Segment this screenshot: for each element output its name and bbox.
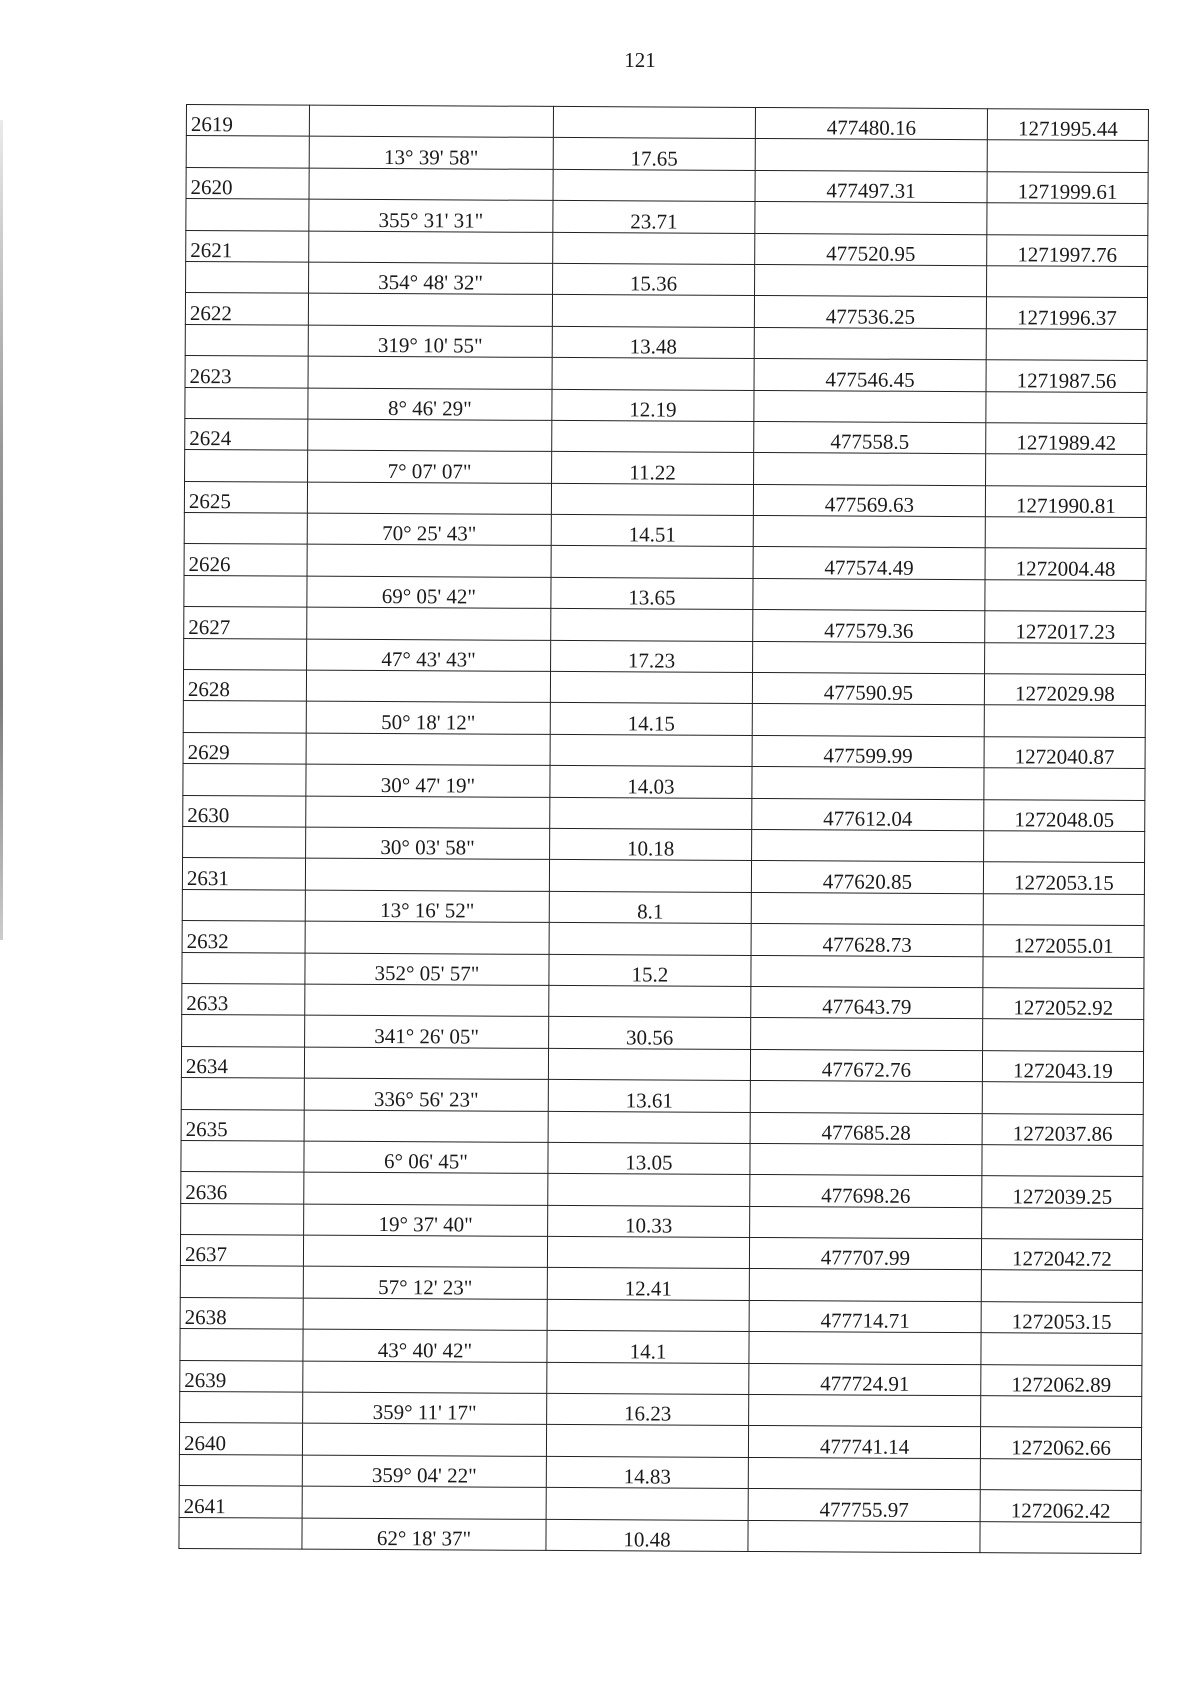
bearing-cell: 352° 05' 57" (305, 953, 549, 986)
bearing-cell (303, 1361, 547, 1394)
northing-cell: 477569.63 (753, 484, 985, 517)
bearing-cell (306, 733, 550, 766)
course-row (184, 638, 1146, 674)
station-cell (180, 1266, 303, 1298)
northing-cell (753, 516, 985, 549)
station-cell (181, 1140, 304, 1172)
northing-cell (754, 327, 986, 360)
station-cell (182, 952, 305, 984)
northing-cell (750, 1081, 982, 1114)
easting-cell (983, 893, 1144, 925)
distance-cell (553, 106, 755, 138)
station-cell (186, 199, 309, 231)
northing-cell (754, 390, 986, 423)
easting-cell (981, 1396, 1142, 1428)
northing-cell: 477628.73 (751, 924, 983, 957)
station-cell: 2625 (184, 481, 307, 513)
easting-cell: 1271997.76 (987, 234, 1148, 266)
distance-cell (553, 232, 755, 264)
station-cell (185, 387, 308, 419)
station-cell (179, 1454, 302, 1486)
northing-cell: 477590.95 (752, 673, 984, 706)
bearing-cell: 359° 04' 22" (302, 1455, 546, 1488)
northing-cell: 477672.76 (750, 1049, 982, 1082)
easting-cell: 1272043.19 (982, 1050, 1143, 1082)
bearing-cell: 7° 07' 07" (308, 450, 552, 483)
course-row (180, 1329, 1142, 1365)
easting-cell (984, 705, 1145, 737)
easting-cell: 1272048.05 (984, 799, 1145, 831)
easting-cell (983, 956, 1144, 988)
distance-cell (546, 1488, 748, 1520)
station-cell (184, 575, 307, 607)
easting-cell (981, 1270, 1142, 1302)
point-row (182, 983, 1144, 1019)
bearing-cell (308, 419, 552, 452)
station-cell: 2630 (183, 795, 306, 827)
course-row (181, 1203, 1143, 1239)
northing-cell (752, 767, 984, 800)
course-row (186, 199, 1148, 235)
station-cell (184, 638, 307, 670)
point-row (179, 1423, 1141, 1459)
course-row (181, 1140, 1143, 1176)
northing-cell: 477497.31 (755, 170, 987, 203)
point-row (182, 921, 1144, 957)
northing-cell: 477698.26 (750, 1175, 982, 1208)
northing-cell: 477724.91 (749, 1363, 981, 1396)
easting-cell: 1271987.56 (986, 360, 1147, 392)
station-cell (184, 513, 307, 545)
bearing-cell (303, 1298, 547, 1331)
bearing-cell (308, 356, 552, 389)
northing-cell (750, 1206, 982, 1239)
easting-cell (980, 1458, 1141, 1490)
distance-cell: 10.48 (546, 1519, 748, 1551)
bearing-cell (307, 607, 551, 640)
station-cell (181, 1203, 304, 1235)
distance-cell (552, 420, 754, 452)
northing-cell (752, 829, 984, 862)
easting-cell: 1272004.48 (985, 548, 1146, 580)
bearing-cell (305, 859, 549, 892)
easting-cell (986, 328, 1147, 360)
northing-cell: 477685.28 (750, 1112, 982, 1145)
bearing-cell: 50° 18' 12" (306, 702, 550, 735)
station-cell: 2628 (183, 670, 306, 702)
station-cell: 2631 (182, 858, 305, 890)
station-cell: 2621 (186, 230, 309, 262)
easting-cell (982, 1082, 1143, 1114)
point-row (181, 1046, 1143, 1082)
point-row (183, 670, 1145, 706)
distance-cell (547, 1236, 749, 1268)
station-cell: 2640 (179, 1423, 302, 1455)
page-number: 121 (624, 48, 656, 72)
bearing-cell: 359° 11' 17" (303, 1392, 547, 1425)
point-row (186, 167, 1148, 203)
bearing-cell: 19° 37' 40" (304, 1204, 548, 1237)
station-cell: 2638 (180, 1297, 303, 1329)
point-row (183, 732, 1145, 768)
bearing-cell (303, 1235, 547, 1268)
distance-cell: 17.23 (551, 640, 753, 672)
point-row (181, 1109, 1143, 1145)
course-row (185, 324, 1147, 360)
northing-cell (755, 264, 987, 297)
easting-cell (984, 768, 1145, 800)
northing-cell (751, 892, 983, 925)
bearing-cell (304, 1110, 548, 1143)
bearing-cell: 30° 47' 19" (306, 764, 550, 797)
northing-cell: 477480.16 (755, 107, 987, 140)
northing-cell (753, 578, 985, 611)
distance-cell: 11.22 (552, 452, 754, 484)
northing-cell: 477536.25 (754, 296, 986, 329)
easting-cell (980, 1521, 1141, 1553)
northing-cell: 477714.71 (749, 1300, 981, 1333)
distance-cell: 15.2 (549, 954, 751, 986)
easting-cell (987, 140, 1148, 172)
station-cell (186, 136, 309, 168)
station-cell (185, 324, 308, 356)
distance-cell (548, 1111, 750, 1143)
point-row (179, 1486, 1141, 1522)
course-row (184, 513, 1146, 549)
survey-table-container (178, 104, 1148, 1554)
northing-cell (755, 202, 987, 235)
point-row (180, 1360, 1142, 1396)
station-cell: 2626 (184, 544, 307, 576)
easting-cell: 1272017.23 (985, 611, 1146, 643)
station-cell: 2623 (185, 356, 308, 388)
easting-cell: 1271999.61 (987, 171, 1148, 203)
distance-cell: 23.71 (553, 201, 755, 233)
easting-cell (987, 266, 1148, 298)
distance-cell (550, 797, 752, 829)
northing-cell: 477620.85 (751, 861, 983, 894)
station-cell: 2629 (183, 732, 306, 764)
course-row (180, 1266, 1142, 1302)
northing-cell (749, 1394, 981, 1427)
survey-coordinates-table (178, 104, 1149, 1554)
distance-cell: 17.65 (553, 138, 755, 170)
easting-cell: 1272062.89 (981, 1364, 1142, 1396)
distance-cell (552, 358, 754, 390)
distance-cell: 10.18 (550, 828, 752, 860)
bearing-cell: 62° 18' 37" (302, 1518, 546, 1551)
point-row (184, 607, 1146, 643)
station-cell (183, 701, 306, 733)
easting-cell (984, 831, 1145, 863)
station-cell: 2633 (182, 983, 305, 1015)
course-row (185, 387, 1147, 423)
distance-cell: 14.1 (547, 1331, 749, 1363)
distance-cell: 14.15 (550, 703, 752, 735)
easting-cell: 1272062.66 (980, 1427, 1141, 1459)
course-row (182, 1015, 1144, 1051)
course-row (183, 764, 1145, 800)
station-cell: 2622 (185, 293, 308, 325)
easting-cell: 1272052.92 (983, 988, 1144, 1020)
point-row (185, 356, 1147, 392)
northing-cell: 477558.5 (754, 421, 986, 454)
easting-cell (987, 203, 1148, 235)
bearing-cell: 336° 56' 23" (304, 1078, 548, 1111)
easting-cell: 1271989.42 (986, 423, 1147, 455)
northing-cell (750, 1143, 982, 1176)
bearing-cell (302, 1424, 546, 1457)
bearing-cell (305, 984, 549, 1017)
easting-cell: 1272062.42 (980, 1490, 1141, 1522)
station-cell (183, 764, 306, 796)
northing-cell (749, 1269, 981, 1302)
distance-cell: 15.36 (553, 263, 755, 295)
station-cell: 2635 (181, 1109, 304, 1141)
northing-cell (748, 1457, 980, 1490)
station-cell: 2619 (186, 105, 309, 137)
easting-cell (981, 1333, 1142, 1365)
bearing-cell: 69° 05' 42" (307, 576, 551, 609)
easting-cell: 1271996.37 (986, 297, 1147, 329)
easting-cell: 1272042.72 (981, 1239, 1142, 1271)
bearing-cell: 57° 12' 23" (303, 1267, 547, 1300)
northing-cell: 477520.95 (755, 233, 987, 266)
distance-cell: 14.03 (550, 766, 752, 798)
station-cell: 2634 (181, 1046, 304, 1078)
distance-cell (550, 671, 752, 703)
bearing-cell: 13° 39' 58" (309, 137, 553, 170)
station-cell (185, 450, 308, 482)
easting-cell: 1272040.87 (984, 737, 1145, 769)
distance-cell (549, 923, 751, 955)
bearing-cell (306, 796, 550, 829)
easting-cell (986, 454, 1147, 486)
station-cell: 2636 (181, 1172, 304, 1204)
point-row (182, 858, 1144, 894)
distance-cell (549, 860, 751, 892)
distance-cell: 30.56 (549, 1017, 751, 1049)
station-cell (182, 1015, 305, 1047)
station-cell (182, 889, 305, 921)
bearing-cell (308, 293, 552, 326)
easting-cell (985, 642, 1146, 674)
distance-cell: 16.23 (547, 1393, 749, 1425)
northing-cell: 477599.99 (752, 735, 984, 768)
bearing-cell (309, 105, 553, 138)
northing-cell (755, 139, 987, 172)
northing-cell: 477643.79 (751, 986, 983, 1019)
easting-cell: 1272055.01 (983, 925, 1144, 957)
distance-cell (548, 1174, 750, 1206)
bearing-cell: 355° 31' 31" (309, 199, 553, 232)
bearing-cell: 70° 25' 43" (307, 513, 551, 546)
northing-cell (754, 453, 986, 486)
easting-cell: 1272037.86 (982, 1113, 1143, 1145)
distance-cell (551, 483, 753, 515)
northing-cell (749, 1332, 981, 1365)
distance-cell (551, 609, 753, 641)
distance-cell: 13.05 (548, 1142, 750, 1174)
station-cell (179, 1517, 302, 1549)
distance-cell: 13.61 (548, 1080, 750, 1112)
bearing-cell: 319° 10' 55" (308, 325, 552, 358)
easting-cell: 1272053.15 (981, 1302, 1142, 1334)
distance-cell: 14.51 (551, 514, 753, 546)
point-row (186, 105, 1148, 141)
course-row (185, 450, 1147, 486)
point-row (184, 481, 1146, 517)
bearing-cell (306, 670, 550, 703)
station-cell: 2627 (184, 607, 307, 639)
distance-cell: 12.41 (547, 1268, 749, 1300)
scan-edge-shadow (0, 120, 3, 940)
bearing-cell (302, 1486, 546, 1519)
northing-cell (751, 1018, 983, 1051)
station-cell (186, 261, 309, 293)
northing-cell (752, 704, 984, 737)
course-row (180, 1392, 1142, 1428)
bearing-cell: 8° 46' 29" (308, 388, 552, 421)
distance-cell: 10.33 (548, 1205, 750, 1237)
point-row (185, 418, 1147, 454)
distance-cell (551, 546, 753, 578)
bearing-cell (307, 545, 551, 578)
station-cell (180, 1392, 303, 1424)
northing-cell: 477755.97 (748, 1489, 980, 1522)
northing-cell: 477574.49 (753, 547, 985, 580)
easting-cell: 1272039.25 (982, 1176, 1143, 1208)
station-cell (183, 826, 306, 858)
station-cell: 2639 (180, 1360, 303, 1392)
point-row (181, 1172, 1143, 1208)
station-cell (180, 1329, 303, 1361)
bearing-cell: 13° 16' 52" (305, 890, 549, 923)
easting-cell (982, 1207, 1143, 1239)
course-row (181, 1078, 1143, 1114)
survey-table-body (179, 105, 1149, 1554)
distance-cell (547, 1299, 749, 1331)
distance-cell: 8.1 (549, 891, 751, 923)
bearing-cell: 6° 06' 45" (304, 1141, 548, 1174)
bearing-cell: 43° 40' 42" (303, 1329, 547, 1362)
easting-cell: 1272029.98 (984, 674, 1145, 706)
northing-cell: 477707.99 (749, 1238, 981, 1271)
bearing-cell (304, 1047, 548, 1080)
course-row (179, 1517, 1141, 1553)
bearing-cell: 47° 43' 43" (307, 639, 551, 672)
distance-cell (546, 1425, 748, 1457)
station-cell (181, 1078, 304, 1110)
distance-cell: 12.19 (552, 389, 754, 421)
course-row (186, 261, 1148, 297)
station-cell: 2637 (180, 1235, 303, 1267)
station-cell: 2624 (185, 418, 308, 450)
distance-cell: 14.83 (546, 1456, 748, 1488)
point-row (183, 795, 1145, 831)
easting-cell: 1271990.81 (985, 485, 1146, 517)
station-cell: 2632 (182, 921, 305, 953)
easting-cell (986, 391, 1147, 423)
bearing-cell: 30° 03' 58" (306, 827, 550, 860)
course-row (182, 952, 1144, 988)
easting-cell (985, 580, 1146, 612)
distance-cell: 13.48 (552, 326, 754, 358)
easting-cell (985, 517, 1146, 549)
northing-cell (753, 641, 985, 674)
course-row (184, 575, 1146, 611)
course-row (179, 1454, 1141, 1490)
course-row (182, 889, 1144, 925)
distance-cell (547, 1362, 749, 1394)
distance-cell (549, 985, 751, 1017)
easting-cell: 1272053.15 (983, 862, 1144, 894)
distance-cell (552, 295, 754, 327)
point-row (184, 544, 1146, 580)
northing-cell: 477579.36 (753, 610, 985, 643)
distance-cell (548, 1048, 750, 1080)
station-cell: 2641 (179, 1486, 302, 1518)
course-row (183, 826, 1145, 862)
easting-cell (983, 1019, 1144, 1051)
northing-cell (748, 1520, 980, 1553)
distance-cell (550, 734, 752, 766)
distance-cell (553, 169, 755, 201)
point-row (180, 1297, 1142, 1333)
bearing-cell (305, 921, 549, 954)
bearing-cell (309, 168, 553, 201)
station-cell: 2620 (186, 167, 309, 199)
point-row (186, 230, 1148, 266)
bearing-cell (309, 231, 553, 264)
point-row (185, 293, 1147, 329)
point-row (180, 1235, 1142, 1271)
northing-cell: 477546.45 (754, 359, 986, 392)
easting-cell (982, 1145, 1143, 1177)
bearing-cell: 354° 48' 32" (309, 262, 553, 295)
northing-cell (751, 955, 983, 988)
northing-cell: 477741.14 (748, 1426, 980, 1459)
easting-cell: 1271995.44 (987, 109, 1148, 141)
course-row (183, 701, 1145, 737)
course-row (186, 136, 1148, 172)
northing-cell: 477612.04 (752, 798, 984, 831)
bearing-cell (304, 1172, 548, 1205)
bearing-cell (307, 482, 551, 515)
distance-cell: 13.65 (551, 577, 753, 609)
bearing-cell: 341° 26' 05" (305, 1015, 549, 1048)
